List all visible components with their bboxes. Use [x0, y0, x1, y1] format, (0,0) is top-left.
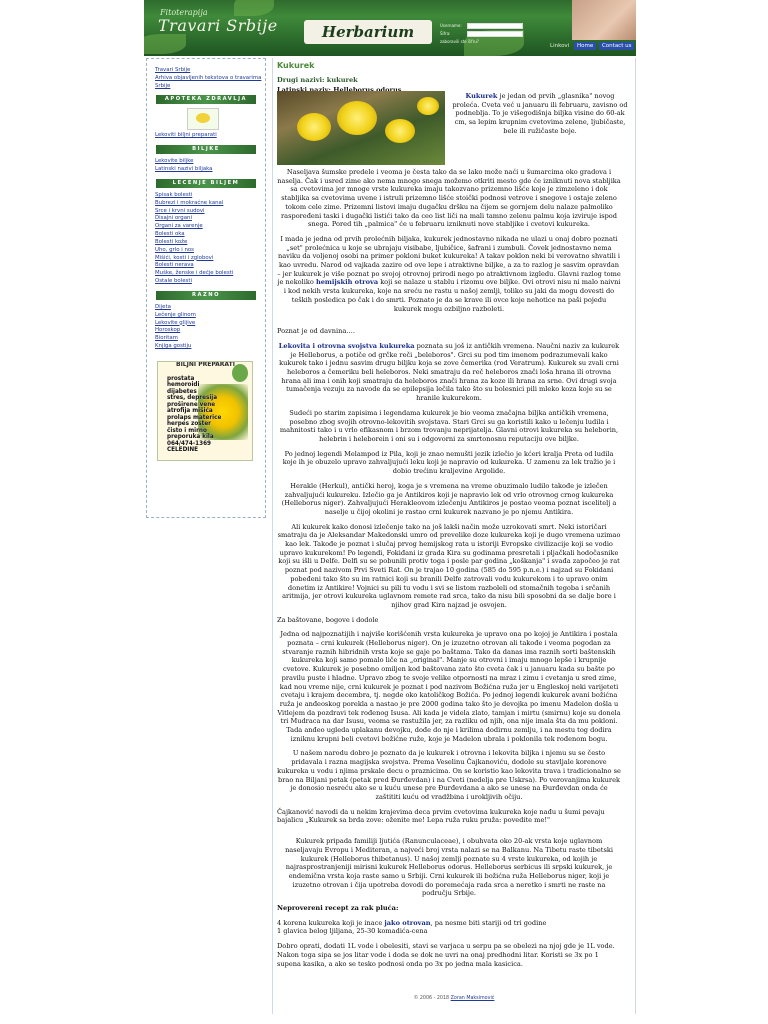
sidebar-link[interactable]: Ostale bolesti: [155, 278, 192, 285]
hellebore-photo: [277, 91, 445, 165]
nav-contact-link[interactable]: Contact us: [599, 42, 635, 50]
ad-line: CELEDINE: [167, 447, 199, 454]
section-biljke: BILJKE: [156, 145, 256, 154]
leaf-decoration: [234, 0, 274, 16]
apoteka-flower-image[interactable]: [187, 108, 219, 130]
flower-blossom: [297, 113, 331, 141]
poison-highlight: hemijskih otrova: [315, 278, 379, 287]
nav-label: Linkovi: [550, 43, 570, 49]
paragraph: Jedna od najpoznatijih i najviše korišćenih vrsta kukureka je upravo ona po kojoj je Antikira i postala poznata – crni kukurek (Helleborus niger). On je izuzetno otrovan ali takođe i veoma pogodan za stvaranje raznih hibridnih vrsta koje se gaje po baštama. Tako da danas ima raznih sorti baštenskih kukureka koji samo pomalo liče na „original". Manje su otrovni i imaju mnogo lepše i krupnije cvetove. Kukurek je posebno omiljen kod baštovana zato što cveta čak i u januaru kada su bašte po pravilu puste i hladne. Upravo zbog te svoje velike otpornosti na mraz i zimu i cvetanja u sred zime, kad nou vreme nije, crni kukurek je poznat i pod nazivom Božićna ruža jer u Engleskoj neki varijeteti cvetaju i krajem decembra, tj. negde oko katoličkog Božića. Po jednoj legendi kukurek avani božićna ruža je anđeoskog porekla a nastao je pre 2000 godina tako što je devojka po imenu Madelon došla u Vitlejem da pozdravi tek rođenog Isusa. Ali kada je videla zlato, tamjan i mirtu (smirnu) koje su donela tri Mudraca na dar Isusu, veoma se rastužila jer, za razliku od njih, ona nije imala šta da mu pokloni. Tada anđeo ugleda uplakanu devojku, dođe do nje i krilima dodirnu zemlju, i na mestu tog dodira izniknu krupni beli cvetovi božićne ruže, koje je Madelon ubrala i poklonila tek rođenom bogu.: [277, 630, 621, 743]
ad-line: stres, depresija: [167, 395, 218, 402]
sidebar-link[interactable]: Disajni organi: [155, 215, 192, 222]
forgot-password-link[interactable]: zaboravili ste šifru?: [440, 39, 479, 45]
sidebar-link[interactable]: Bioritam: [155, 335, 178, 342]
recipe-title: Neprovereni recept za rak pluća:: [277, 904, 399, 913]
page: [144, 0, 636, 1024]
sidebar-link[interactable]: Spisak bolesti: [155, 191, 193, 198]
nav-home-link[interactable]: Home: [574, 42, 596, 50]
password-label: Šifra:: [440, 31, 451, 37]
main-content: [272, 58, 636, 1014]
sidebar-link[interactable]: Uho, grlo i nos: [155, 246, 194, 253]
section-apoteka: APOTEKA ZDRAVLJA: [156, 95, 256, 104]
ad-line: dijabetes: [167, 388, 197, 395]
footer: [273, 996, 635, 1002]
paragraph: Čajkanović navodi da u nekim krajevima deca prvim cvetovima kukureka koje nađu u šumi pevaju bajalicu „Kukurek sa brda zove: oženite me! Lepa ruža ruku pruža: povedite me!": [277, 807, 605, 825]
recipe-instructions: Dobro oprati, dodati 1L vode i obelesiti, stavi se varjaca u serpu pa se obelezi na njoj gde je 1L vode. Nakon toga sipa se jos litar vode i doda se dok ne uvri na onaj predhodni litar. Koristi se 3x po 1 supena kasika, a ako se tesko podnosi onda po 3x po jedna mala kasicica.: [277, 942, 615, 968]
sidebar: [146, 58, 266, 518]
ad-line: preporuka kila: [167, 434, 214, 441]
ad-line: hemoroidi: [167, 382, 200, 389]
sidebar-link[interactable]: Mišići, kosti i zglobovi: [155, 254, 214, 261]
section-lecenje: LECENJE BILJEM: [156, 179, 256, 188]
ad-line: 064/474-1369: [167, 440, 212, 447]
leaf-decoration: [144, 34, 186, 54]
other-names: Drugi nazivi: kukurek: [277, 75, 358, 84]
sidebar-link-travari[interactable]: Travari Srbije: [155, 67, 191, 73]
section-razno: RAZNO: [156, 291, 256, 300]
brand-logo[interactable]: Herbarium: [304, 20, 432, 44]
sidebar-link-latinski[interactable]: Latinski nazivi biljaka: [155, 166, 213, 173]
paragraph: Ali kukurek kako donosi izlečenje tako na još lakši način može uzrokovati smrt. Neki istoričari smatraju da je Aleksandar Makedonski umro od prevelike doze kukureka koji je dugo vremena uzimao kao lek. Takođe je poznat i slučaj prvog hemijskog rata u istoriji Evropske civilizacije koji se vodio upravo kukurekom! Po legendi, Fokiđani iz grada Kira su godinama presretali i pljačkali hodočasnike koji su išli u Delfe. Delfi su se pobunili protiv toga i posle par godina „koškanja" i svađa započeo je rat poznat pod nazivom Prvi Sveti Rat. On je trajao 10 godina (585 do 595 p.n.e.) i najzad su Fokidani pobeđeni tako što su im ratnici koji su branili Delfe zatrovali vodu kukurekom i to upravo onim donetim iz Antikire! Vojnici su pili tu vodu i svi se listom razboleli od stomačnih tegoba i srčanih aritmija, jer otrovi kukureka uglavnom remete rad srca, tako da nisu bili sposobni da se dalje bore i njihov grad Kira najzad je osvojen.: [277, 522, 621, 609]
ad-line: čisto i mirno: [167, 427, 207, 434]
paragraph: Kukurek pripada familiji ljutića (Ranunculaceae), i obuhvata oko 20-ak vrsta koje uglavnom naseljavaju Evropu i Mediteran, a najveći broj vrsta nalazi se na Balkanu. Na Tibetu raste tibetski kukurek (Helleborus thibetanus). U našoj zemlji poznate su 4 vrste kukureka, od kojih je najrasprostranjeniji mirisni kukurek Helleborus odorus. Helleborus serbicus ili srpski kukurek, je endemična vrsta koja raste samo u Srbiji. Crni kukurek ili božićna ruža Helleborus niger, koji je izuzetno otrovan i čija upotreba dovodi do poremećaja rada srca a neretko i smrti ne raste na području Srbije.: [285, 837, 613, 898]
ad-line: herpes zoster: [167, 421, 211, 428]
bold-lead: Lekovita i otrovna svojstva kukureka: [278, 341, 415, 350]
flower-blossom: [385, 119, 415, 143]
section-heading: Za baštovane, bogove i dodole: [277, 615, 379, 624]
recipe-warning: jako otrovan: [384, 918, 431, 927]
sidebar-link-lekovite-biljke[interactable]: Lekovite biljke: [155, 158, 194, 165]
header-nav: [550, 43, 634, 50]
flower-blossom: [337, 101, 377, 135]
ad-banner[interactable]: [157, 361, 253, 461]
site-header: [144, 0, 636, 56]
sidebar-link[interactable]: Organi za varenje: [155, 223, 203, 230]
paragraph: Sudeći po starim zapisima i legendama kukurek je bio veoma značajna biljka antičkih vremena, posebno zbog svojih otrovno-lekovitih svojstava. Stari Grci su ga koristili kako u lečenju ludila i mahnitosti tako i u vrlo efikasnom i brzom trovanju neprijatelja. Glavni otrovi kukureka su heleborin, helebrin i heleborein i oni su i odgovorni za smrtonosnu reputaciju ove biljke.: [279, 408, 619, 443]
sidebar-link[interactable]: Bubrezi i mokraćne kanal: [155, 199, 224, 206]
intro-text: je jedan od prvih „glasnika" novog proleća. Cveta već u januaru ili februaru, zavisno od podneblja. To je višegodišnja biljka visine do 60-ak cm, sa lepim krupnim cvetovima zelene, ljubičaste, bele ili ružičaste boje.: [452, 92, 628, 135]
header-photo: [572, 0, 636, 40]
sidebar-link[interactable]: Horoskop: [155, 327, 181, 334]
ad-line: atrofija mišića: [167, 408, 213, 415]
intro-bold: Kukurek: [465, 92, 498, 100]
sidebar-link[interactable]: Srce i krvni sudovi: [155, 207, 205, 214]
header-subtitle: Fitoterapija: [160, 8, 208, 17]
sidebar-link[interactable]: Knjiga gostiju: [155, 343, 192, 350]
copyright-text: © 2006 - 2018: [413, 996, 450, 1001]
sidebar-link[interactable]: Muške, ženske i dečje bolesti: [155, 270, 234, 277]
paragraph: U našem narodu dobro je poznato da je kukurek i otrovna i lekovita biljka i njemu su se često pridavala i razna magijska svojstva. Prema Veselinu Čajkanoviću, dodole su stavljale korenove kukureka u vodu i njima prskale decu o praznicima. On se koristio kao lekovita trava i tradicionalno se brao na Biljani petak (petak pred Đurđevdan) i na Cveti (nedelja pre Uskrsa). Po verovanjima kukurek je donosio nesreću ako se u kuću unese pre Đurđevdana a ako se unese na Đurđevdan onda će zaštititi kuću od vradžbina i urokljivih očiju.: [277, 749, 621, 801]
recipe-ingredients: 4 korena kukureka koji je inace jako otrovan, pa nesme biti stariji od tri godine 1 glavica belog ljiljana, 25-30 komadića-cena: [277, 918, 547, 936]
paragraph: Poznat je od davnina….: [277, 327, 355, 336]
username-label: Username:: [440, 23, 462, 29]
paragraph: I mada je jedna od prvih prolećnih biljaka, kukurek jednostavno nikada ne ulazi u onaj dobro poznati „set" prolećnica u koje se ubrajaju visibabe, ljubičice, šafrani i zumbuli. Čovek jednostavno nema naviku da voljenoj osobi na primer poklonі buket kukureka! A takav poklon neki bi verovatno shvatili i kao uvredu. Narod od vajkada zazire od ove lepe i atraktivne biljke, a za to razlog je sasvim opravdan – jer kukurek je više poznat po svojoj otrovnoj prirodi nego po atraktivnom izgledu. Glavni razlog tome je nekoliko hemijskih otrova koji se nalaze u stablu i rizomu ove biljke. Ovi otrovi nisu ni malo naivni i kod nekih vrsta kukureka, koje na sreću ne rastu u našoj zemlji, toliko su jaki da mogu dovesti do teških posledica po čak i do smrti. Poznato je da se krave ili ovce koje nehotice na paši pojedu kukurek mogu ozbiljno razboleti.: [277, 234, 621, 313]
sidebar-link-preparati[interactable]: Lekoviti biljni preparati: [155, 132, 217, 139]
flower-blossom: [417, 97, 439, 115]
sidebar-link[interactable]: Lekovite glijive: [155, 319, 196, 326]
article-body: [277, 168, 621, 974]
sidebar-link[interactable]: Bolesti oka: [155, 231, 185, 238]
login-form: [440, 22, 558, 46]
sidebar-link[interactable]: Bolesti nerava: [155, 262, 194, 269]
sidebar-link-arhiva[interactable]: Arhiva objavljenih tekstova o travarima Srbije: [155, 74, 262, 89]
article-title: Kukurek: [277, 61, 315, 70]
paragraph: Herakle (Herkul), antički heroj, koga je s vremena na vreme obuzimalo ludilo takođe je izlečen zahvaljujući kukureku. Izlečio ga je Antikiros koji je napravio lek od vrlo otrovnog crnog kukureka (Helleborus niger). Zahvaljujući Herakleovom izlečenju Antikiros je postao veoma poznat iscelitelj a naselje u čijoj okolini je rastao crni kukurek nazvano je po njemu Antikira.: [281, 481, 617, 516]
paragraph: Lekovita i otrovna svojstva kukureka poznata su još iz antičkih vremena. Naučni naziv za kukurek je Helleborus, a potiče od grčke reči „beleboros". Grci su pod tim imenom podrazumevali kako kukurek tako i jednu sasvim drugu biljku koja se zove čemerika (rod Veratrum). Kukurek su zvali crni heleboros a čemeriku beli heleboros. Neki smatraju da reč heleboros znači loša hrana ili otrovna hrana ali ima i onih koji smatraju da heleboros znači hrana za koze ili hrana za srne. Ovi drugi svoja tumačenja vezuju za navode da se epilepsija lečila tako što su bolesnici pili mleko koza koje su se hranile kukurekom.: [278, 341, 620, 403]
ad-line: prolaps materice: [167, 414, 222, 421]
paragraph: Po jednoj legendi Melampod iz Pila, koji je znao nemušti jezik izlečio je kćeri kralja Preta od ludila koje ih je obuzelo upravo zahvaljujući leku koji je napravio od kukureka. U zamenu za lek tražio je i dobio trećinu kraljevine Argolide.: [282, 449, 616, 476]
sidebar-link[interactable]: Bolesti kože: [155, 238, 188, 245]
ad-line: proširene vene: [167, 401, 216, 408]
username-input[interactable]: [467, 23, 523, 29]
ad-line: prostata: [167, 375, 195, 382]
ad-title: BILJNI PREPARATI: [176, 360, 235, 368]
ad-lines: [167, 376, 221, 454]
site-title[interactable]: Travari Srbije: [158, 16, 278, 35]
intro-paragraph: [451, 92, 629, 136]
paragraph: Naseljava šumske predele i veoma je česta tako da se lako može naći u šumarcima oko gradova i naselja. Čak i usred zime ako nema mnogo snega možemo otkriti mesto gde će izniknuti nova stabljika sa cvetovima jer mnoge vrste kukureka imaju takozvano prizemno lišće koje je zimzeleno i dok stabljika sa cvetovima uvene i istruli prizemno lišće stoički podnosi vetrove i snegove i ostaje zeleno tokom cele zime. Prizemni listovi imaju dugačku dršku na čijem se gornjem delu nalaze palmolikо raspoređeni taski i dugački listići tako da ceo list liči na mali tamno zelenu palmu koja izviruje ispod snega. Pored tih „palmica" će u februaru izniknuti nove stabljike i cvetovi kukureka.: [277, 168, 621, 229]
author-link[interactable]: Zoran Maksimović: [450, 996, 495, 1001]
password-input[interactable]: [467, 31, 523, 37]
sidebar-link[interactable]: Lečenje glinom: [155, 311, 196, 318]
sidebar-link[interactable]: Dijeta: [155, 303, 171, 310]
